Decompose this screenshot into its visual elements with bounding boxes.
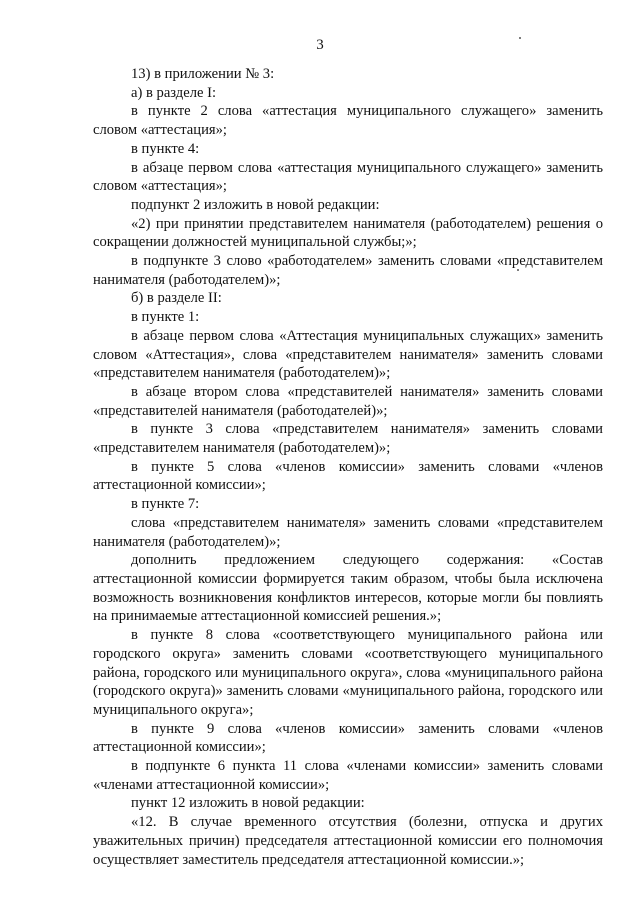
- paragraph: в пункте 2 слова «аттестация муниципального служащего» заменить словом «аттестация»;: [93, 103, 603, 139]
- paragraph: слова «представителем нанимателя» заменить словами «представителем нанимателя (работодателем)»;: [93, 514, 603, 550]
- paragraph: в абзаце первом слова «аттестация муниципального служащего» заменить словом «аттестация»;: [93, 159, 603, 195]
- paragraph: в подпункте 6 пункта 11 слова «членами комиссии» заменить словами «членами аттестационной комиссии»;: [93, 758, 603, 793]
- paragraph: в пункте 7:: [131, 496, 200, 513]
- scan-speck: [517, 269, 519, 271]
- paragraph: дополнить предложением следующего содержания: «Состав аттестационной комиссии формируется таким образом, чтобы была исключена возможность возникновения конфликтов интересов, которые могли бы повлиять на принимаемые аттестационной комиссией решения.»;: [93, 552, 603, 625]
- paragraph: подпункт 2 изложить в новой редакции:: [131, 196, 380, 213]
- paragraph: в пункте 1:: [131, 309, 200, 326]
- paragraph: а) в разделе I:: [131, 84, 217, 101]
- paragraph: в пункте 8 слова «соответствующего муниципального района или городского округа» заменить словами «соответствующего муниципального района, городского или муниципального округа», слова «муниципального района (городского округа)» заменить словами «муниципального района, городского или муниципального округа»;: [93, 627, 603, 718]
- paragraph: в подпункте 3 слово «работодателем» заменить словами «представителем нанимателя (работодателем)»;: [93, 253, 603, 288]
- paragraph: в абзаце первом слова «Аттестация муниципальных служащих» заменить словом «Аттестация», слова «представителем нанимателя» заменить словами «представителем нанимателя (работодателем)»;: [93, 327, 603, 382]
- paragraph: в абзаце втором слова «представителей нанимателя» заменить словами «представителей нанимателя (работодателей)»;: [93, 383, 603, 419]
- page-number: 3: [316, 37, 324, 53]
- paragraph: в пункте 9 слова «членов комиссии» заменить словами «членов аттестационной комиссии»;: [93, 720, 603, 756]
- paragraph: в пункте 3 слова «представителем нанимателя» заменить словами «представителем нанимателя (работодателем)»;: [93, 421, 603, 457]
- document-body: [93, 65, 603, 869]
- paragraph: пункт 12 изложить в новой редакции:: [131, 795, 365, 812]
- paragraph: б) в разделе II:: [131, 290, 222, 307]
- scan-speck: [519, 37, 521, 39]
- paragraph: «12. В случае временного отсутствия (болезни, отпуска и других уважительных причин) председателя аттестационной комиссии его полномочия осуществляет заместитель председателя аттестационной комиссии.»;: [93, 814, 603, 868]
- paragraph: в пункте 4:: [131, 140, 200, 157]
- paragraph: «2) при принятии представителем нанимателя (работодателем) решения о сокращении должностей муниципальной службы;»;: [93, 215, 603, 251]
- paragraph: 13) в приложении № 3:: [131, 66, 275, 82]
- paragraph: в пункте 5 слова «членов комиссии» заменить словами «членов аттестационной комиссии»;: [93, 458, 603, 494]
